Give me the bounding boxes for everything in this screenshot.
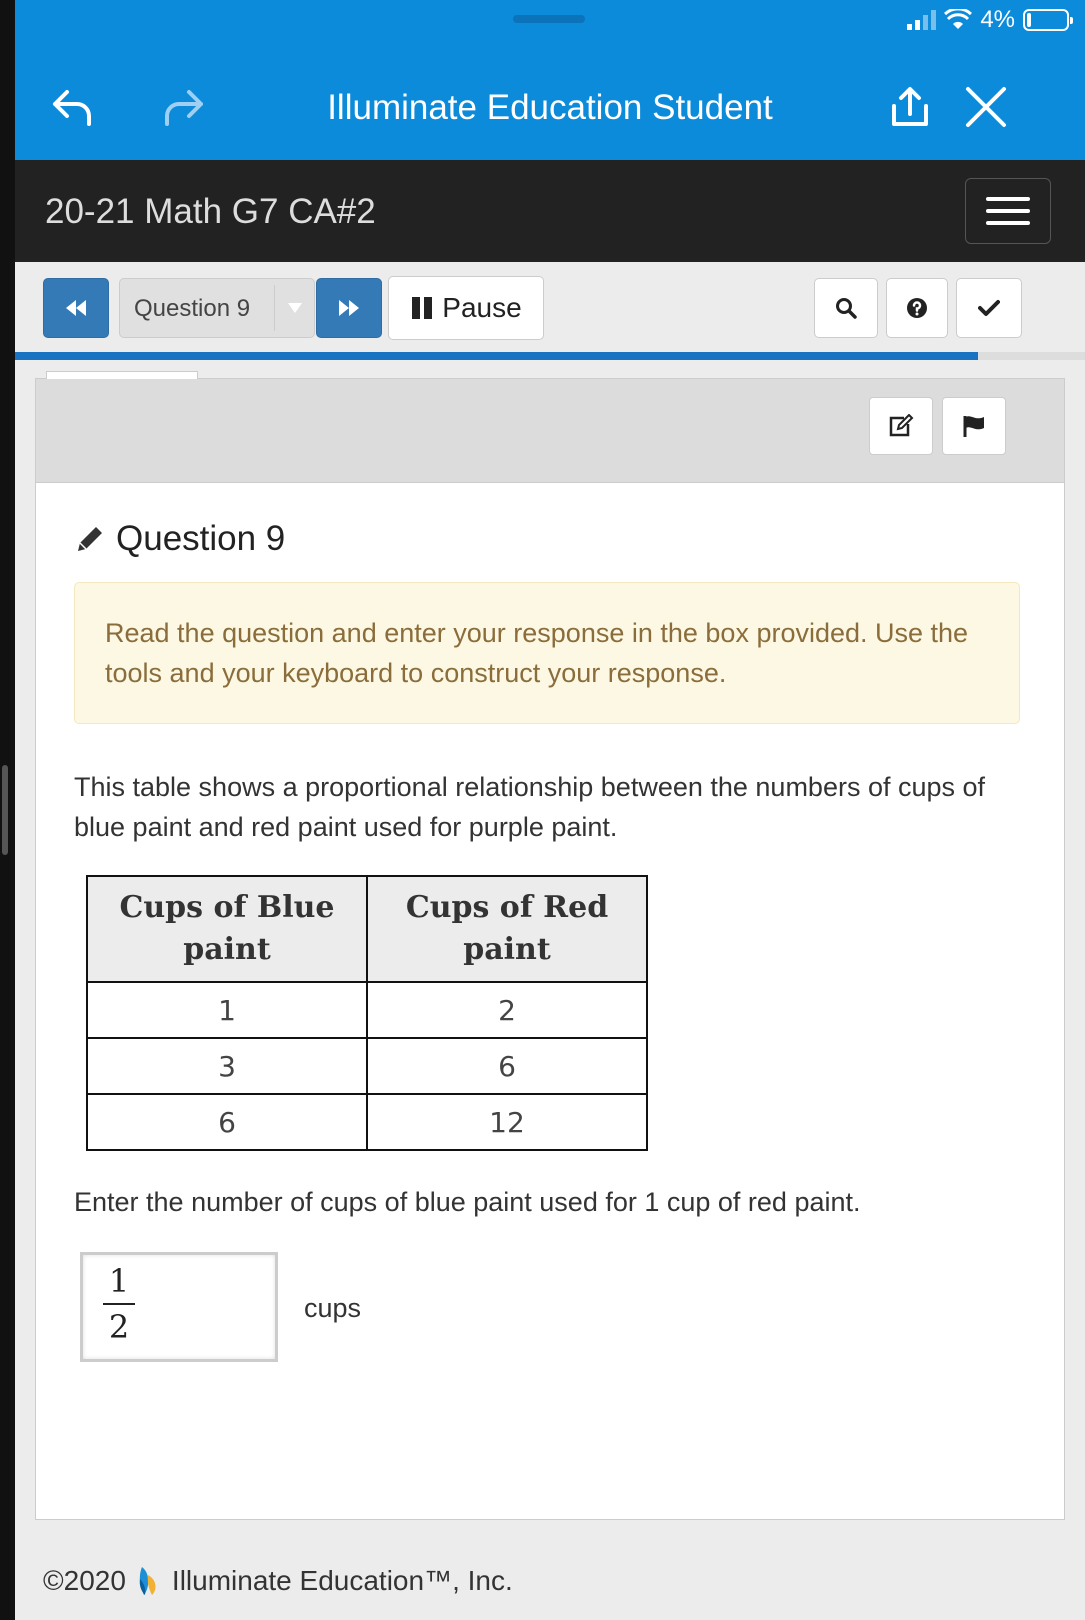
table-header-red: Cups of Red paint xyxy=(367,876,647,982)
help-button[interactable] xyxy=(886,278,948,338)
device-side-handle xyxy=(2,765,8,855)
illuminate-logo-icon xyxy=(136,1565,162,1597)
progress-fill xyxy=(15,352,978,360)
table-cell: 6 xyxy=(367,1038,647,1094)
test-header xyxy=(15,160,1085,262)
multitask-grabber[interactable] xyxy=(513,15,585,23)
question-panel xyxy=(35,378,1065,1520)
battery-percent: 4% xyxy=(980,6,1015,33)
fraction-denominator: 2 xyxy=(108,1308,130,1346)
test-title: 20-21 Math G7 CA#2 xyxy=(45,192,376,231)
search-icon xyxy=(835,297,857,319)
table-cell: 1 xyxy=(87,982,367,1038)
submit-button[interactable] xyxy=(956,278,1022,338)
checkmark-icon xyxy=(978,299,1000,317)
hamburger-icon xyxy=(986,197,1030,201)
footer xyxy=(43,1565,513,1597)
next-question-button[interactable] xyxy=(316,278,382,338)
pencil-icon xyxy=(74,523,106,555)
question-select[interactable] xyxy=(119,278,315,338)
table-row xyxy=(87,1094,647,1150)
copyright: ©2020 xyxy=(43,1565,126,1596)
table-header-blue: Cups of Blue paint xyxy=(87,876,367,982)
status-bar xyxy=(907,6,1069,34)
question-heading xyxy=(74,519,285,559)
question-circle-icon xyxy=(906,297,928,319)
notes-button[interactable] xyxy=(869,397,933,455)
question-toolbar xyxy=(15,262,1085,358)
pause-label: Pause xyxy=(442,292,522,323)
fraction-numerator: 1 xyxy=(108,1262,130,1300)
company-name: Illuminate Education™, Inc. xyxy=(171,1565,513,1596)
pause-icon xyxy=(410,296,434,320)
share-icon[interactable] xyxy=(883,80,937,134)
progress-bar xyxy=(15,352,1085,360)
fast-forward-icon xyxy=(337,298,361,318)
question-prompt: This table shows a proportional relationship between the numbers of cups of blue paint and red paint used for purple paint. xyxy=(74,772,986,842)
menu-button[interactable] xyxy=(965,178,1051,244)
previous-question-button[interactable] xyxy=(43,278,109,338)
app-title: Illuminate Education Student xyxy=(327,88,773,127)
close-icon[interactable] xyxy=(959,80,1013,134)
answer-fraction xyxy=(103,1261,135,1347)
table-cell: 3 xyxy=(87,1038,367,1094)
app-bar xyxy=(15,0,1085,160)
wifi-icon xyxy=(944,9,972,31)
answer-prompt: Enter the number of cups of blue paint used for 1 cup of red paint. xyxy=(74,1187,861,1217)
fraction-bar xyxy=(103,1303,135,1305)
table-header-row xyxy=(87,876,647,982)
answer-input[interactable] xyxy=(80,1252,278,1362)
screen xyxy=(15,0,1085,1620)
search-button[interactable] xyxy=(814,278,878,338)
battery-icon xyxy=(1023,9,1069,31)
panel-toolbar xyxy=(36,379,1064,483)
pause-button[interactable] xyxy=(388,276,544,340)
proportion-table xyxy=(86,875,648,1151)
flag-icon xyxy=(962,414,986,438)
flag-button[interactable] xyxy=(942,397,1006,455)
table-row xyxy=(87,1038,647,1094)
table-cell: 6 xyxy=(87,1094,367,1150)
question-select-value: Question 9 xyxy=(134,295,251,322)
table-cell: 2 xyxy=(367,982,647,1038)
answer-unit: cups xyxy=(304,1293,362,1323)
chevron-down-icon xyxy=(274,285,314,331)
instructions-alert: Read the question and enter your response in the box provided. Use the tools and your keyboard to construct your response. xyxy=(74,582,1020,724)
fast-backward-icon xyxy=(64,298,88,318)
table-row xyxy=(87,982,647,1038)
cellular-signal-icon xyxy=(907,10,936,30)
edit-icon xyxy=(888,414,914,438)
panel-tab xyxy=(46,371,198,379)
question-title: Question 9 xyxy=(116,519,286,558)
table-cell: 12 xyxy=(367,1094,647,1150)
